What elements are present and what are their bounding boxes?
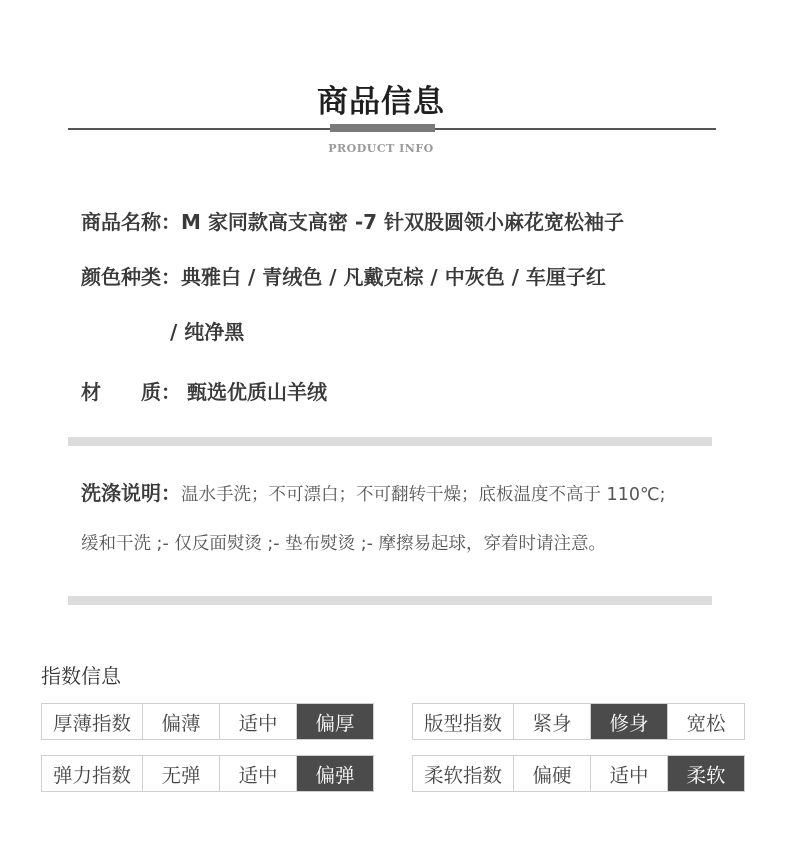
wash-instructions-line-1 xyxy=(81,477,666,506)
wash-text-1: 温水手洗；不可漂白；不可翻转干燥；底板温度不高于 110℃; xyxy=(181,485,666,505)
wash-instructions-line-2 xyxy=(81,530,606,555)
elasticity-index-table xyxy=(41,755,374,792)
color-value: 典雅白 / 青绒色 / 凡戴克棕 / 中灰色 / 车厘子红 xyxy=(181,265,606,289)
index-head: 厚薄指数 xyxy=(42,704,143,739)
fit-index-table xyxy=(412,703,745,740)
index-option-selected: 修身 xyxy=(591,704,668,739)
material-label: 材 质： xyxy=(81,380,181,404)
index-option: 适中 xyxy=(220,756,297,791)
color-row-continued xyxy=(170,316,244,345)
material-row xyxy=(81,376,327,405)
page-subtitle: PRODUCT INFO xyxy=(328,142,434,155)
thickness-index-table xyxy=(41,703,374,740)
product-name-row xyxy=(81,206,624,235)
color-row xyxy=(81,261,606,290)
page-title: 商品信息 xyxy=(317,84,445,120)
index-title: 指数信息 xyxy=(41,664,121,688)
index-option: 紧身 xyxy=(514,704,591,739)
index-option-selected: 柔软 xyxy=(668,756,745,791)
section-divider xyxy=(68,437,712,446)
index-option-selected: 偏厚 xyxy=(297,704,374,739)
product-name-label: 商品名称： xyxy=(81,210,181,234)
material-value: 甄选优质山羊绒 xyxy=(187,380,327,404)
index-option: 宽松 xyxy=(668,704,745,739)
color-value-continued: / 纯净黑 xyxy=(170,320,245,344)
index-head: 弹力指数 xyxy=(42,756,143,791)
index-option: 适中 xyxy=(220,704,297,739)
index-option: 偏硬 xyxy=(514,756,591,791)
softness-index-table xyxy=(412,755,745,792)
wash-label: 洗涤说明： xyxy=(81,481,181,505)
index-option: 适中 xyxy=(591,756,668,791)
index-head: 柔软指数 xyxy=(413,756,514,791)
index-option-selected: 偏弹 xyxy=(297,756,374,791)
index-head: 版型指数 xyxy=(413,704,514,739)
index-option: 无弹 xyxy=(143,756,220,791)
index-option: 偏薄 xyxy=(143,704,220,739)
section-divider xyxy=(68,596,712,605)
title-accent-bar xyxy=(330,124,435,132)
color-label: 颜色种类： xyxy=(81,265,181,289)
wash-text-2: 缓和干洗 ;- 仅反面熨烫 ;- 垫布熨烫 ;- 摩擦易起球，穿着时请注意。 xyxy=(81,534,607,554)
product-name-value: M 家同款高支高密 -7 针双股圆领小麻花宽松袖子 xyxy=(181,210,625,234)
